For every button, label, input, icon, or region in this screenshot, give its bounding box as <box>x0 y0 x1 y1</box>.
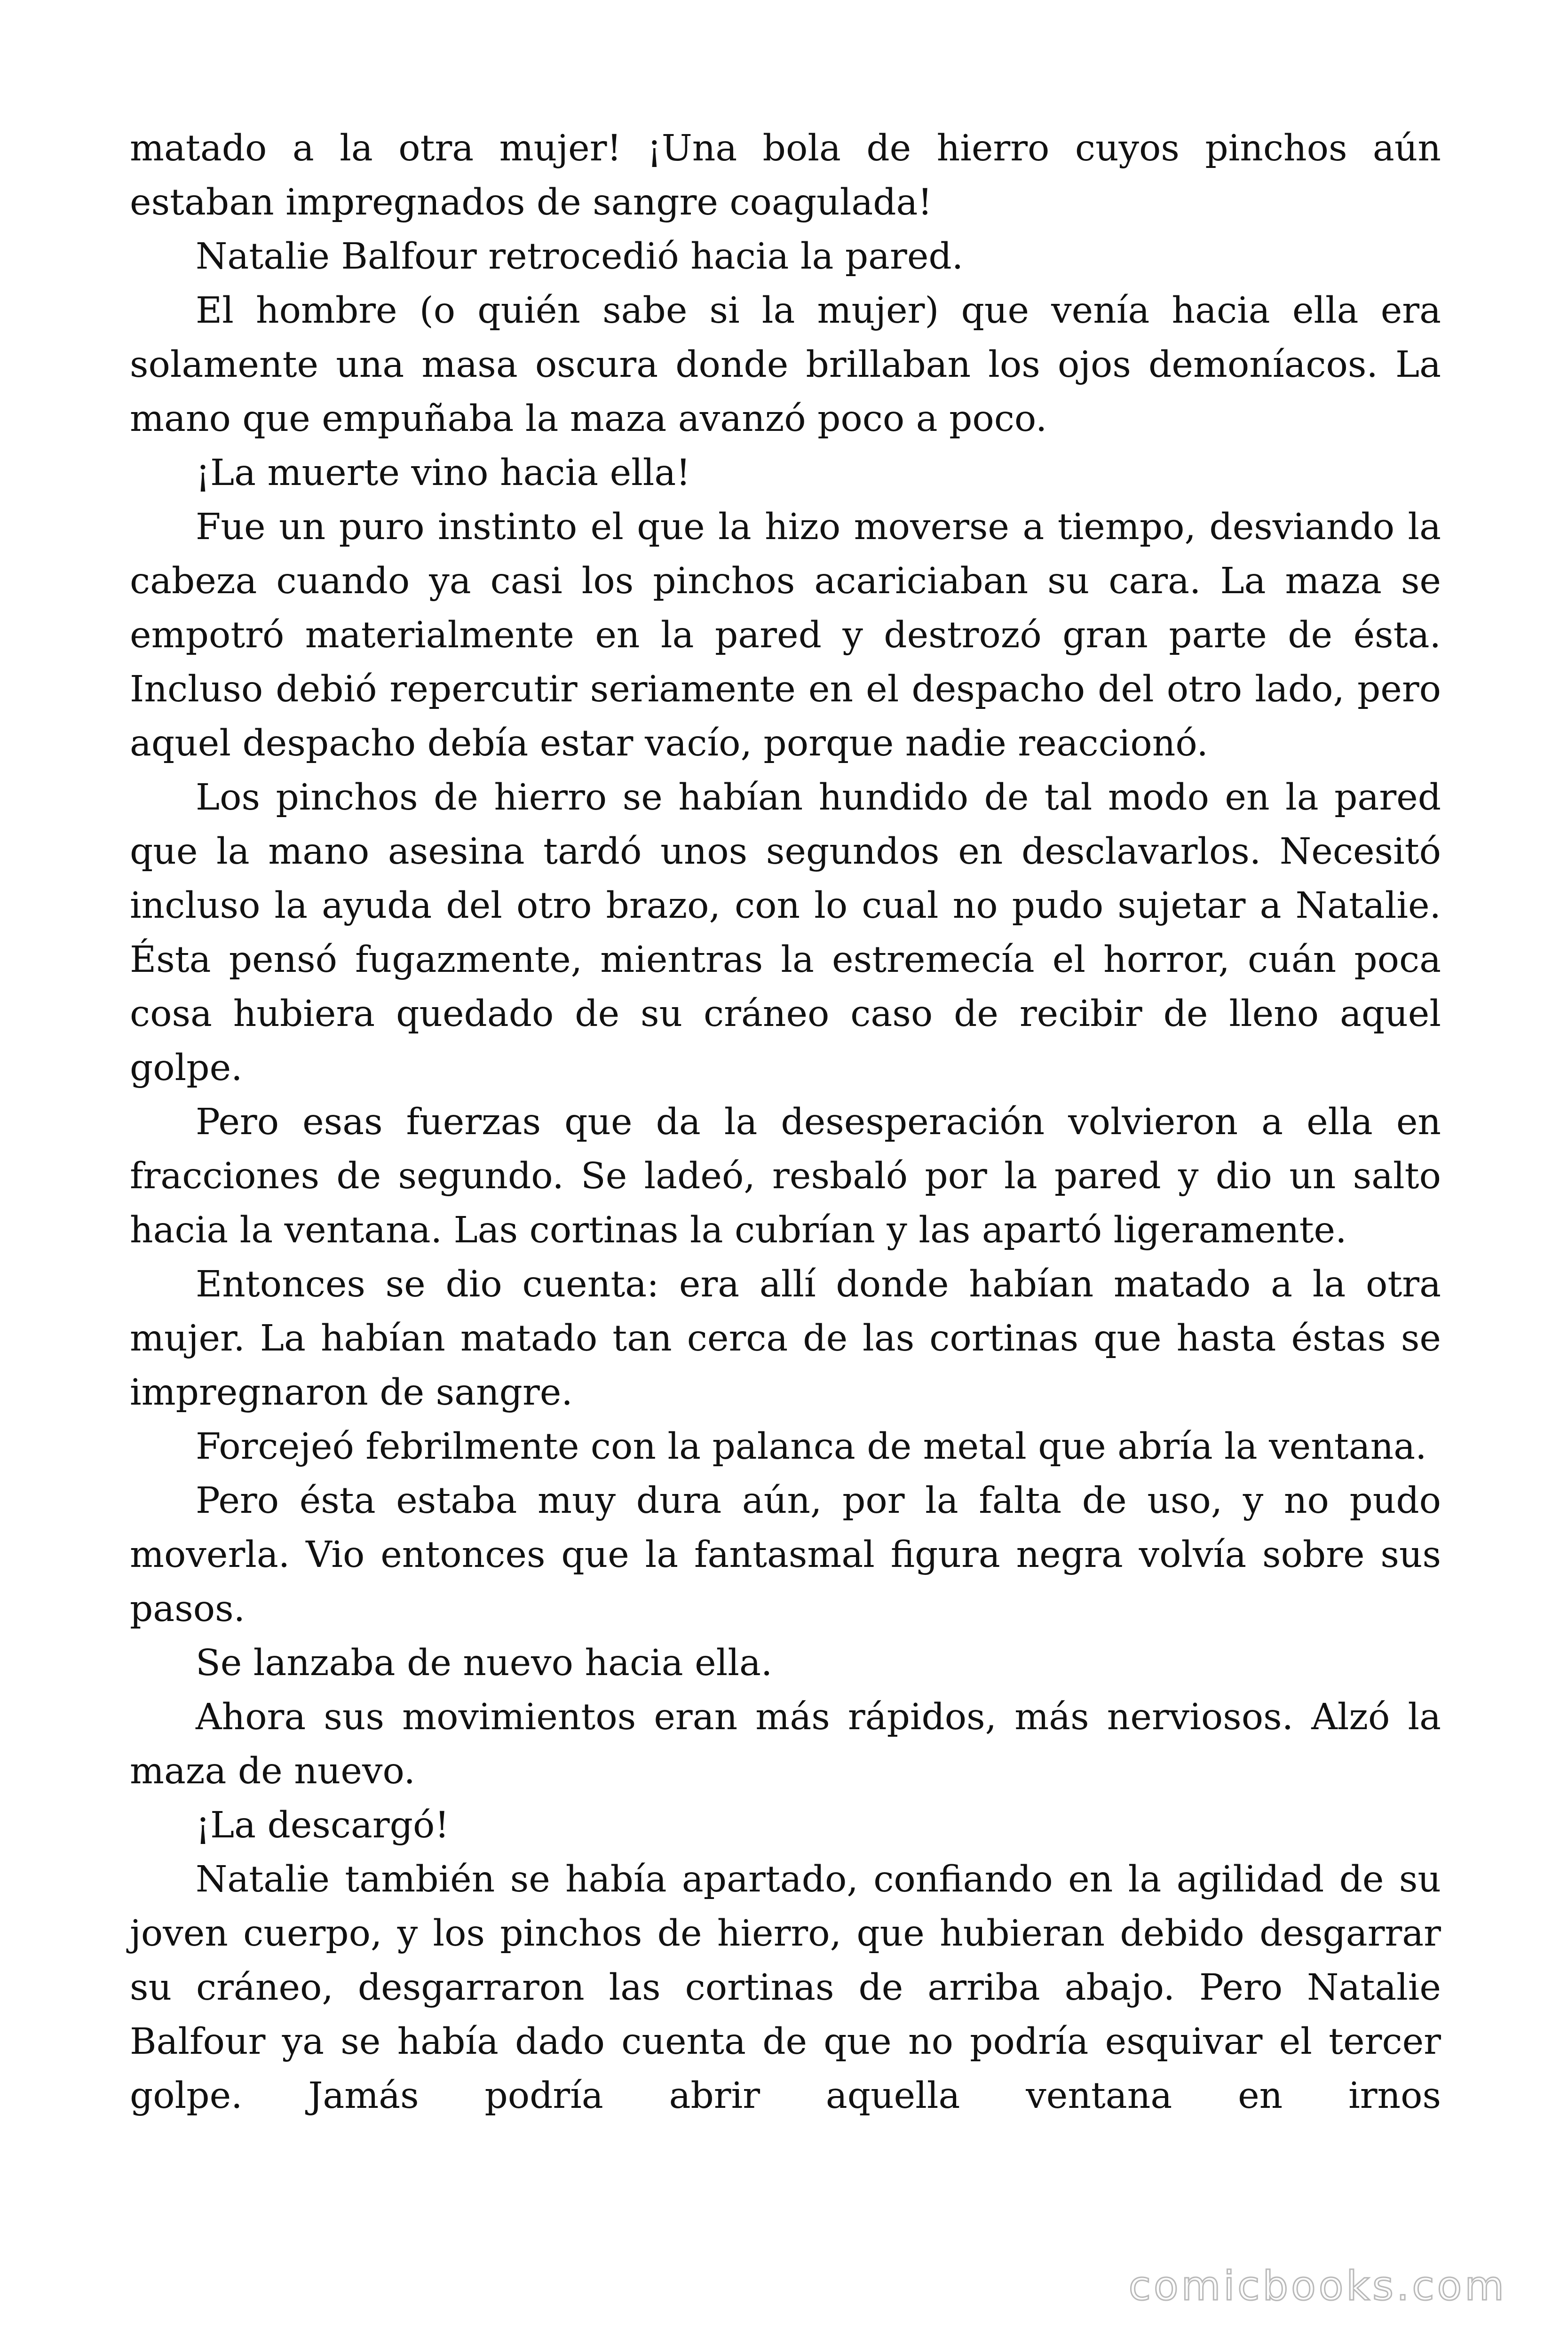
paragraph-6: Los pinchos de hierro se habían hundido de tal modo en la pared que la mano asesina tardó unos segundos en desclavarlos. Necesitó incluso la ayuda del otro brazo, con lo cual no pudo sujetar a Natalie. Ésta pensó fugazmente, mientras la estremecía el horror, cuán poca cosa hubiera quedado de su cráneo caso de recibir de lleno aquel golpe. <box>130 777 1441 1089</box>
paragraph-8: Entonces se dio cuenta: era allí donde habían matado a la otra mujer. La habían matado tan cerca de las cortinas que hasta éstas se impregnaron de sangre. <box>130 1263 1441 1414</box>
paragraph-14: Natalie también se había apartado, confiando en la agilidad de su joven cuerpo, y los pinchos de hierro, que hubieran debido desgarrar su cráneo, desgarraron las cortinas de arriba abajo. Pero Natalie Balfour ya se había dado cuenta de que no podría esquivar el tercer golpe. Jamás podría abrir aquella ventana en irnos <box>130 1859 1441 2117</box>
paragraph-4: ¡La muerte vino hacia ella! <box>196 452 691 494</box>
body-text <box>130 121 1441 2123</box>
paragraph-1: matado a la otra mujer! ¡Una bola de hierro cuyos pinchos aún estaban impregnados de sangre coagulada! <box>130 127 1441 223</box>
paragraph-12: Ahora sus movimientos eran más rápidos, más nerviosos. Alzó la maza de nuevo. <box>130 1696 1441 1792</box>
paragraph-10: Pero ésta estaba muy dura aún, por la falta de uso, y no pudo moverla. Vio entonces que la fantasmal figura negra volvía sobre sus pasos. <box>130 1480 1441 1630</box>
paragraph-3: El hombre (o quién sabe si la mujer) que venía hacia ella era solamente una masa oscura donde brillaban los ojos demoníacos. La mano que empuñaba la maza avanzó poco a poco. <box>130 290 1441 440</box>
paragraph-11: Se lanzaba de nuevo hacia ella. <box>196 1642 773 1684</box>
paragraph-5: Fue un puro instinto el que la hizo moverse a tiempo, desviando la cabeza cuando ya casi los pinchos acariciaban su cara. La maza se empotró materialmente en la pared y destrozó gran parte de ésta. Incluso debió repercutir seriamente en el despacho del otro lado, pero aquel despacho debía estar vacío, porque nadie reaccionó. <box>130 506 1441 764</box>
paragraph-7: Pero esas fuerzas que da la desesperación volvieron a ella en fracciones de segundo. Se ladeó, resbaló por la pared y dio un salto hacia la ventana. Las cortinas la cubrían y las apartó ligeramente. <box>130 1101 1441 1251</box>
paragraph-9: Forcejeó febrilmente con la palanca de metal que abría la ventana. <box>196 1426 1427 1468</box>
paragraph-2: Natalie Balfour retrocedió hacia la pared. <box>196 236 964 278</box>
paragraph-13: ¡La descargó! <box>196 1804 450 1846</box>
site-watermark: comicbooks.com <box>1128 2263 1507 2310</box>
